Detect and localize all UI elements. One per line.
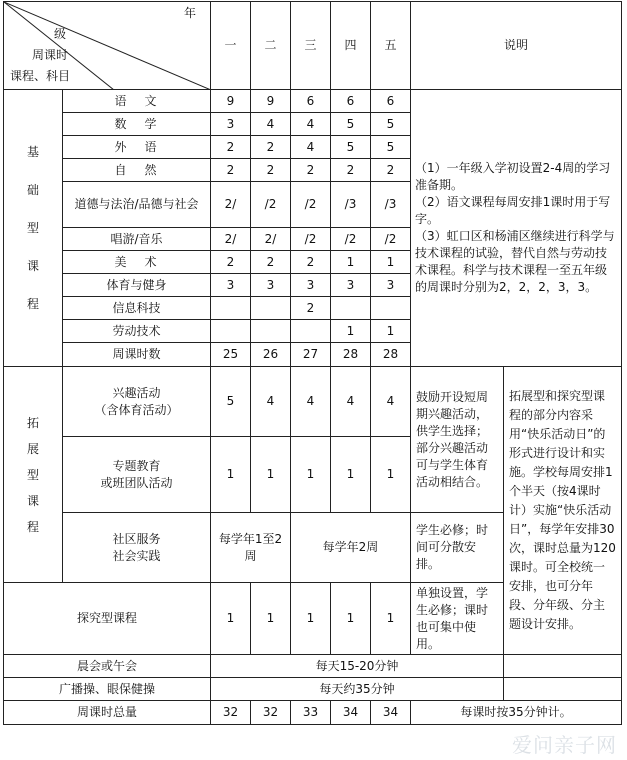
community-line-1: 社区服务	[112, 531, 161, 546]
value-cell: 5	[211, 367, 251, 437]
value-cell: 1	[331, 437, 371, 513]
category-char: 基	[26, 145, 39, 159]
interest-activity-cell	[63, 367, 211, 437]
category-char: 础	[26, 183, 39, 197]
value-cell: 1	[291, 583, 331, 655]
basic-category-cell	[4, 90, 63, 367]
value-cell: 9	[251, 90, 291, 113]
value-cell: 5	[371, 136, 411, 159]
value-cell: 34	[331, 701, 371, 725]
community-note-cell: 学生必修；时间可分散安排。	[411, 513, 504, 583]
value-cell: 5	[331, 113, 371, 136]
curriculum-table	[3, 1, 622, 725]
value-cell: /2	[331, 228, 371, 251]
header-row	[4, 2, 622, 90]
value-cell: 26	[251, 343, 291, 367]
value-cell: 4	[291, 367, 331, 437]
grade-header: 四	[331, 2, 371, 90]
value-cell: 2/	[251, 228, 291, 251]
value-cell: /3	[331, 182, 371, 228]
watermark: 爱问亲子网	[512, 733, 617, 757]
exercise-label: 广播操、眼保健操	[4, 678, 211, 701]
value-cell: 6	[371, 90, 411, 113]
topic-line-2: 或班团队活动	[100, 475, 173, 490]
diagonal-header-cell	[4, 2, 211, 90]
value-cell: 6	[291, 90, 331, 113]
value-cell: 1	[291, 437, 331, 513]
value-cell: /2	[371, 228, 411, 251]
total-note-cell: 每课时按35分钟计。	[411, 701, 622, 725]
category-char: 型	[26, 467, 39, 482]
value-cell: 2	[251, 159, 291, 182]
value-cell: 2	[331, 159, 371, 182]
subject-cell: 周课时数	[63, 343, 211, 367]
subject-cell: 外语	[63, 136, 211, 159]
grade-header: 三	[291, 2, 331, 90]
value-cell: 2	[251, 136, 291, 159]
value-cell: 2	[211, 136, 251, 159]
morning-meeting-label: 晨会或午会	[4, 655, 211, 678]
value-cell: 1	[251, 583, 291, 655]
table-row	[4, 367, 622, 437]
value-cell	[251, 297, 291, 320]
value-cell: 3	[331, 274, 371, 297]
span-grade-3-5: 每学年2周	[291, 513, 411, 583]
value-cell: 2	[291, 297, 331, 320]
value-cell: /2	[291, 182, 331, 228]
subject-cell: 自然	[63, 159, 211, 182]
value-cell: 2	[291, 159, 331, 182]
value-cell	[251, 320, 291, 343]
value-cell: /2	[251, 182, 291, 228]
value-cell: 28	[331, 343, 371, 367]
value-cell: 4	[331, 367, 371, 437]
shared-note-cell: 拓展型和探究型课程的部分内容采用“快乐活动日”的形式进行设计和实施。学校每周安排1个半天（按4课时计）实施“快乐活动日”，每学年安排30次，课时总量为120课时。可全校统一安排，也可分年段、分年级、分主题设计安排。	[504, 367, 622, 655]
value-cell: 2/	[211, 182, 251, 228]
value-cell	[371, 297, 411, 320]
value-cell: 33	[291, 701, 331, 725]
table-row	[4, 655, 622, 678]
value-cell: 4	[371, 367, 411, 437]
value-cell: 2	[251, 251, 291, 274]
value-cell: 32	[211, 701, 251, 725]
value-cell	[291, 320, 331, 343]
value-cell: 3	[251, 274, 291, 297]
diag-level-label: 级	[54, 27, 67, 41]
subject-cell: 道德与法治/品德与社会	[63, 182, 211, 228]
value-cell	[211, 320, 251, 343]
community-service-cell	[63, 513, 211, 583]
research-course-label: 探究型课程	[4, 583, 211, 655]
table-row	[4, 701, 622, 725]
diag-grade-label: 年	[183, 6, 196, 20]
basic-notes-cell	[411, 90, 622, 367]
subject-cell: 美术	[63, 251, 211, 274]
value-cell: 27	[291, 343, 331, 367]
value-cell: 34	[371, 701, 411, 725]
interest-note-cell: 鼓励开设短周期兴趣活动，供学生选择；部分兴趣活动可与学生体育活动相结合。	[411, 367, 504, 513]
subject-cell: 唱游/音乐	[63, 228, 211, 251]
value-cell: 1	[371, 320, 411, 343]
value-cell: 25	[211, 343, 251, 367]
exercise-value: 每天约35分钟	[211, 678, 504, 701]
basic-note-2: （2）语文课程每周安排1课时用于写字。	[415, 195, 611, 226]
value-cell: 1	[211, 583, 251, 655]
span-grade-1-2: 每学年1至2周	[211, 513, 291, 583]
value-cell: 2	[211, 251, 251, 274]
category-char: 课	[26, 493, 39, 508]
value-cell: 1	[371, 437, 411, 513]
value-cell: 3	[211, 274, 251, 297]
subject-cell: 体育与健身	[63, 274, 211, 297]
morning-meeting-value: 每天15-20分钟	[211, 655, 504, 678]
basic-note-1: （1）一年级入学初设置2-4周的学习准备期。	[415, 161, 611, 192]
value-cell: 3	[371, 274, 411, 297]
value-cell	[211, 297, 251, 320]
value-cell: 5	[371, 113, 411, 136]
value-cell: 6	[331, 90, 371, 113]
value-cell: 4	[251, 367, 291, 437]
research-note-cell: 单独设置，学生必修；课时也可集中使用。	[411, 583, 504, 655]
value-cell: 1	[251, 437, 291, 513]
value-cell: 3	[291, 274, 331, 297]
grade-header: 五	[371, 2, 411, 90]
grade-header: 一	[211, 2, 251, 90]
community-line-2: 社会实践	[112, 548, 161, 563]
value-cell: 2	[371, 159, 411, 182]
empty-cell	[504, 678, 622, 701]
value-cell: 1	[331, 320, 371, 343]
value-cell: 1	[371, 251, 411, 274]
category-char: 程	[26, 297, 39, 311]
value-cell: /3	[371, 182, 411, 228]
interest-line-1: 兴趣活动	[112, 385, 161, 400]
value-cell: /2	[291, 228, 331, 251]
value-cell: 1	[331, 583, 371, 655]
topic-line-1: 专题教育	[112, 458, 161, 473]
value-cell: 1	[211, 437, 251, 513]
table-row	[4, 678, 622, 701]
subject-cell: 语文	[63, 90, 211, 113]
category-char: 展	[26, 441, 39, 456]
subject-cell: 数学	[63, 113, 211, 136]
value-cell: 3	[211, 113, 251, 136]
total-hours-label: 周课时总量	[4, 701, 211, 725]
value-cell	[331, 297, 371, 320]
category-char: 课	[26, 259, 39, 273]
extended-category-cell	[4, 367, 63, 583]
value-cell: 2	[291, 251, 331, 274]
grade-header: 二	[251, 2, 291, 90]
value-cell: 32	[251, 701, 291, 725]
subject-cell: 信息科技	[63, 297, 211, 320]
category-char: 型	[26, 221, 39, 235]
diag-course-label: 课程、科目	[10, 69, 71, 83]
value-cell: 5	[331, 136, 371, 159]
notes-header: 说明	[411, 2, 622, 90]
value-cell: 4	[291, 136, 331, 159]
topic-education-cell	[63, 437, 211, 513]
diag-weekly-label: 周课时	[32, 48, 69, 62]
category-char: 拓	[26, 415, 39, 430]
basic-note-3: （3）虹口区和杨浦区继续进行科学与技术课程的试验，替代自然与劳动技术课程。科学与技术课程一至五年级的周课时分别为2，2，2，3，3。	[415, 229, 615, 294]
category-char: 程	[26, 519, 39, 534]
value-cell: 1	[371, 583, 411, 655]
value-cell: 4	[291, 113, 331, 136]
empty-cell	[504, 655, 622, 678]
subject-cell: 劳动技术	[63, 320, 211, 343]
interest-line-2: （含体育活动）	[94, 402, 179, 417]
value-cell: 9	[211, 90, 251, 113]
value-cell: 4	[251, 113, 291, 136]
table-row	[4, 90, 622, 113]
value-cell: 1	[331, 251, 371, 274]
value-cell: 2	[211, 159, 251, 182]
value-cell: 2/	[211, 228, 251, 251]
value-cell: 28	[371, 343, 411, 367]
